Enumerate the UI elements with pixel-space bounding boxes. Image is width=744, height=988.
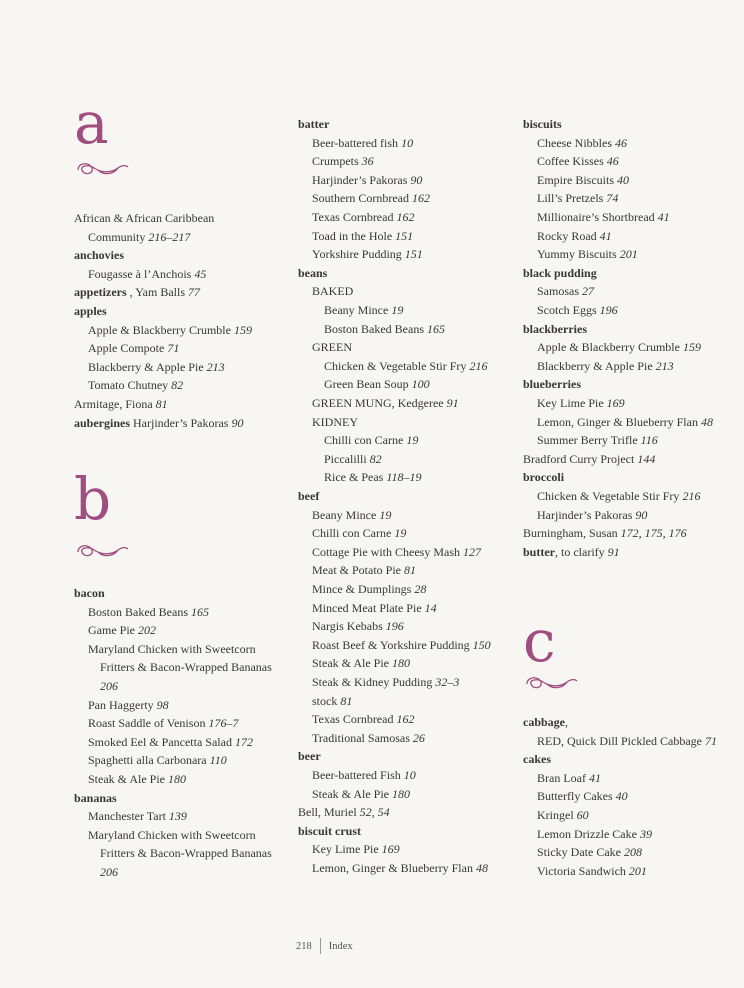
- entry-page-number: 180: [392, 656, 410, 671]
- entry-page-number: 172, 175, 176: [620, 526, 687, 541]
- footer-divider: [320, 938, 321, 954]
- entry-page-number: 26: [412, 730, 425, 745]
- entry-text: Fritters & Bacon-Wrapped Bananas: [100, 660, 272, 675]
- entry-page-number: 71: [704, 733, 717, 748]
- index-entry: [312, 227, 413, 246]
- entry-page-number: 162: [396, 210, 415, 224]
- entry-text: Steak & Kidney Pudding: [312, 675, 433, 689]
- entry-text: Rice & Peas: [324, 470, 384, 485]
- entry-text: Beer-battered Fish: [312, 768, 401, 782]
- entry-page-number: 41: [588, 770, 601, 785]
- entry-page-number: 19: [394, 526, 407, 541]
- entry-page-number: 77: [188, 285, 201, 300]
- index-entry: [537, 171, 629, 190]
- index-entry: [312, 580, 426, 599]
- entry-text: Steak & Ale Pie: [88, 772, 165, 786]
- index-entry: [88, 714, 238, 733]
- entry-page-number: 116: [640, 433, 658, 448]
- index-entry: [537, 506, 647, 525]
- entry-text: Armitage, Fiona: [74, 397, 153, 411]
- entry-text: Mince & Dumplings: [312, 582, 412, 596]
- entry-page-number: 159: [233, 322, 252, 337]
- entry-text: Blackberry & Apple Pie: [88, 359, 204, 374]
- entry-text: Beany Mince: [312, 507, 377, 522]
- entry-text: Butterfly Cakes: [537, 789, 613, 804]
- entry-page-number: 169: [381, 842, 400, 857]
- entry-text: GREEN: [312, 340, 352, 355]
- index-entry: [88, 358, 225, 377]
- entry-page-number: 28: [414, 582, 427, 596]
- entry-page-number: 196: [385, 619, 404, 634]
- entry-text: Chicken & Vegetable Stir Fry: [537, 489, 680, 503]
- entry-page-number: 82: [369, 451, 382, 466]
- entry-page-number: 74: [606, 191, 619, 206]
- entry-page-number: 27: [582, 284, 594, 299]
- entry-text: Green Bean Soup: [324, 377, 409, 392]
- index-entry: [88, 770, 186, 789]
- entry-page-number: 39: [639, 826, 652, 841]
- index-entry: [324, 450, 382, 469]
- entry-page-number: 91: [607, 544, 620, 559]
- entry-page-number: 162: [396, 712, 415, 727]
- index-entry: [312, 785, 410, 804]
- index-entry: [312, 599, 437, 618]
- entry-page-number: 91: [446, 396, 459, 410]
- index-entry: [312, 692, 352, 711]
- index-entry: [523, 450, 655, 469]
- index-entry: [312, 654, 410, 673]
- entry-page-number: 41: [657, 210, 670, 224]
- index-entry: [324, 375, 430, 394]
- entry-page-number: 90: [410, 172, 423, 187]
- entry-page-number: 159: [682, 340, 701, 355]
- entry-text: BAKED: [312, 284, 354, 299]
- entry-page-number: 216: [682, 489, 701, 503]
- entry-text: Community: [88, 229, 146, 244]
- entry-text: GREEN MUNG, Kedgeree: [312, 396, 444, 410]
- index-entry: [537, 487, 700, 506]
- entry-page-number: 172: [234, 734, 253, 749]
- index-entry: [523, 264, 597, 283]
- entry-heading: butter: [523, 544, 555, 559]
- entry-text: Chicken & Vegetable Stir Fry: [324, 358, 467, 373]
- index-entry: [523, 713, 568, 732]
- index-entry: [537, 357, 674, 376]
- entry-text: Victoria Sandwich: [537, 863, 626, 878]
- swirl-ornament-icon: [74, 156, 130, 180]
- entry-text: Maryland Chicken with Sweetcorn: [88, 827, 256, 842]
- entry-page-number: 32–3: [435, 675, 460, 689]
- entry-text: Lemon, Ginger & Blueberry Flan: [537, 414, 698, 429]
- entry-page-number: 127: [462, 544, 481, 559]
- index-entry: [537, 431, 658, 450]
- entry-text: Scotch Eggs: [537, 303, 597, 317]
- entry-text: Southern Cornbread: [312, 191, 409, 206]
- index-entry: [537, 825, 652, 844]
- entry-text: Beany Mince: [324, 303, 389, 317]
- index-entry: [324, 320, 445, 339]
- entry-text: Harjinder’s Pakoras: [312, 172, 408, 187]
- index-entry: [537, 282, 594, 301]
- index-entry: [312, 617, 404, 636]
- entry-page-number: 150: [472, 637, 491, 652]
- entry-heading: anchovies: [74, 248, 125, 263]
- page-number: 218: [296, 940, 312, 952]
- entry-text: Pan Haggerty: [88, 697, 154, 712]
- entry-text: Game Pie: [88, 623, 135, 638]
- index-entry: [88, 696, 169, 715]
- entry-page-number: 151: [404, 247, 423, 262]
- section-letter-c: [523, 607, 603, 708]
- index-entry: [537, 301, 618, 320]
- entry-text: Blackberry & Apple Pie: [537, 358, 653, 373]
- index-entry: [74, 414, 243, 433]
- entry-page-number: 36: [361, 154, 374, 169]
- index-entry: [324, 468, 421, 487]
- index-entry: [312, 524, 406, 543]
- index-entry: [74, 584, 105, 603]
- index-entry: [88, 826, 256, 845]
- entry-text: Apple Compote: [88, 341, 165, 356]
- index-entry: [100, 844, 272, 863]
- entry-page-number: 82: [171, 378, 184, 393]
- index-entry: [312, 282, 353, 301]
- index-entry: [324, 301, 403, 320]
- index-entry: [74, 283, 200, 302]
- index-entry: [537, 413, 713, 432]
- entry-page-number: 176–7: [208, 716, 239, 731]
- entry-page-number: 90: [231, 415, 244, 430]
- entry-text: Apple & Blackberry Crumble: [88, 322, 231, 337]
- entry-text: Beer-battered fish: [312, 135, 399, 150]
- entry-page-number: 71: [167, 341, 180, 356]
- index-entry: [537, 862, 647, 881]
- entry-text: Nargis Kebabs: [312, 619, 383, 634]
- entry-text: Bell, Muriel: [298, 805, 357, 820]
- index-entry: [74, 789, 117, 808]
- index-entry: [537, 787, 628, 806]
- entry-page-number: 196: [599, 303, 618, 317]
- entry-page-number: 144: [637, 451, 656, 466]
- index-entry: [537, 189, 618, 208]
- page-footer: [296, 938, 353, 954]
- entry-page-number: 40: [617, 172, 629, 187]
- entry-text: Cheese Nibbles: [537, 135, 612, 150]
- entry-text: Chilli con Carne: [312, 526, 392, 541]
- entry-heading: beef: [298, 489, 320, 503]
- index-entry: [74, 395, 168, 414]
- index-entry: [537, 769, 601, 788]
- entry-text: Minced Meat Plate Pie: [312, 600, 422, 615]
- entry-heading: apples: [74, 304, 107, 318]
- entry-text: Bran Loaf: [537, 770, 586, 785]
- index-entry: [88, 321, 252, 340]
- entry-text: Chilli con Carne: [324, 433, 404, 448]
- index-entry: [312, 636, 491, 655]
- entry-text: Kringel: [537, 808, 574, 822]
- entry-heading: biscuits: [523, 117, 562, 131]
- entry-page-number: 90: [635, 507, 648, 522]
- entry-text: African & African Caribbean: [74, 211, 215, 225]
- entry-text: Coffee Kisses: [537, 154, 604, 169]
- entry-text: Empire Biscuits: [537, 172, 614, 187]
- entry-text: Samosas: [537, 284, 579, 299]
- entry-text: , to clarify: [555, 544, 605, 559]
- entry-text: RED, Quick Dill Pickled Cabbage: [537, 733, 702, 748]
- index-entry: [312, 506, 391, 525]
- entry-text: Harjinder’s Pakoras: [130, 415, 229, 430]
- entry-page-number: 46: [606, 154, 619, 169]
- index-entry: [537, 732, 717, 751]
- entry-text: Yummy Biscuits: [537, 247, 617, 262]
- index-entry: [88, 621, 156, 640]
- entry-text: Boston Baked Beans: [88, 604, 188, 619]
- index-entry: [523, 543, 620, 562]
- index-entry: [537, 152, 619, 171]
- entry-text: Lill’s Pretzels: [537, 191, 604, 206]
- entry-text: Meat & Potato Pie: [312, 563, 401, 578]
- index-entry: [74, 209, 214, 228]
- entry-page-number: 169: [606, 396, 625, 410]
- entry-page-number: 206: [100, 679, 118, 693]
- index-entry: [523, 375, 581, 394]
- index-entry: [537, 227, 612, 246]
- index-entry: [88, 733, 253, 752]
- entry-page-number: 202: [138, 623, 156, 638]
- index-entry: [312, 338, 352, 357]
- index-entry: [523, 115, 562, 134]
- swirl-ornament-icon: [74, 538, 130, 562]
- entry-text: Texas Cornbread: [312, 712, 394, 727]
- entry-text: Steak & Ale Pie: [312, 656, 389, 671]
- entry-text: Boston Baked Beans: [324, 321, 424, 336]
- entry-page-number: 151: [395, 228, 414, 243]
- entry-page-number: 19: [391, 303, 404, 317]
- entry-page-number: 208: [623, 845, 642, 860]
- entry-page-number: 162: [411, 191, 430, 206]
- entry-page-number: 19: [379, 507, 392, 522]
- index-entry: [298, 487, 319, 506]
- entry-text: Manchester Tart: [88, 809, 166, 824]
- entry-text: Fougasse à l’Anchois: [88, 266, 192, 281]
- entry-text: Toad in the Hole: [312, 228, 393, 243]
- entry-text: Summer Berry Trifle: [537, 433, 638, 448]
- index-entry: [100, 658, 272, 677]
- entry-heading: aubergines: [74, 415, 131, 430]
- index-entry: [324, 357, 487, 376]
- swirl-ornament-icon: [523, 670, 579, 694]
- index-entry: [537, 843, 642, 862]
- index-entry: [100, 863, 118, 882]
- entry-page-number: 165: [427, 321, 445, 336]
- index-entry: [100, 677, 118, 696]
- entry-text: Spaghetti alla Carbonara: [88, 753, 207, 768]
- entry-page-number: 81: [404, 563, 416, 578]
- index-entry: [312, 543, 481, 562]
- entry-heading: broccoli: [523, 470, 565, 485]
- entry-text: Steak & Ale Pie: [312, 786, 389, 801]
- entry-heading: bananas: [74, 790, 117, 805]
- entry-heading: beans: [298, 265, 328, 280]
- index-entry: [312, 710, 414, 729]
- index-entry: [537, 394, 625, 413]
- entry-page-number: 45: [194, 266, 207, 281]
- index-entry: [88, 807, 187, 826]
- entry-page-number: 118–19: [386, 470, 422, 485]
- index-entry: [537, 806, 589, 825]
- entry-page-number: 139: [168, 809, 187, 824]
- index-entry: [298, 803, 390, 822]
- entry-text: Millionaire’s Shortbread: [537, 210, 655, 224]
- index-entry: [88, 265, 206, 284]
- entry-page-number: 213: [206, 359, 225, 374]
- entry-page-number: 100: [411, 377, 430, 392]
- entry-page-number: 216–217: [148, 229, 191, 244]
- index-entry: [312, 394, 459, 413]
- index-entry: [312, 840, 400, 859]
- index-entry: [312, 189, 430, 208]
- entry-text: Lemon Drizzle Cake: [537, 826, 637, 841]
- index-entry: [537, 134, 627, 153]
- entry-heading: appetizers: [74, 285, 127, 300]
- entry-page-number: 10: [403, 768, 416, 782]
- index-entry: [537, 338, 701, 357]
- entry-page-number: 81: [155, 397, 168, 411]
- letter-a: a: [74, 89, 109, 157]
- entry-heading: biscuit crust: [298, 823, 361, 838]
- letter-c: c: [523, 607, 556, 675]
- entry-page-number: 10: [401, 135, 414, 150]
- entry-page-number: 165: [191, 604, 209, 619]
- index-entry: [312, 171, 422, 190]
- entry-text: KIDNEY: [312, 414, 358, 429]
- index-entry: [523, 750, 551, 769]
- index-entry: [523, 524, 687, 543]
- entry-text: ,: [565, 715, 568, 729]
- entry-text: Piccalilli: [324, 451, 367, 466]
- entry-heading: batter: [298, 117, 330, 131]
- entry-page-number: 216: [469, 358, 488, 373]
- entry-text: Smoked Eel & Pancetta Salad: [88, 734, 232, 749]
- entry-text: Key Lime Pie: [537, 396, 604, 410]
- entry-text: Maryland Chicken with Sweetcorn: [88, 641, 256, 656]
- entry-page-number: 41: [599, 228, 612, 243]
- entry-heading: cabbage: [523, 715, 565, 729]
- index-entry: [88, 751, 227, 770]
- entry-text: Crumpets: [312, 154, 359, 169]
- entry-page-number: 81: [340, 693, 353, 708]
- entry-page-number: 48: [700, 414, 713, 429]
- entry-page-number: 19: [406, 433, 419, 448]
- entry-page-number: 110: [209, 753, 227, 768]
- entry-text: Rocky Road: [537, 228, 597, 243]
- index-entry: [88, 339, 179, 358]
- entry-text: Tomato Chutney: [88, 378, 169, 393]
- entry-page-number: 52, 54: [359, 805, 390, 820]
- entry-text: Roast Saddle of Venison: [88, 716, 206, 731]
- entry-page-number: 40: [615, 789, 628, 804]
- entry-text: Sticky Date Cake: [537, 845, 621, 860]
- index-entry: [298, 115, 329, 134]
- entry-heading: beer: [298, 749, 321, 764]
- entry-text: stock: [312, 693, 338, 708]
- entry-page-number: 46: [614, 135, 627, 150]
- index-entry: [298, 264, 327, 283]
- entry-page-number: 98: [156, 697, 169, 712]
- index-entry: [298, 747, 321, 766]
- entry-page-number: 201: [619, 247, 638, 262]
- index-entry: [523, 320, 587, 339]
- index-entry: [312, 208, 414, 227]
- section-letter-a: [74, 89, 154, 184]
- entry-page-number: 180: [392, 786, 410, 801]
- index-entry: [312, 729, 425, 748]
- entry-page-number: 206: [100, 865, 118, 879]
- section-letter-b: [74, 465, 154, 570]
- index-entry: [88, 376, 183, 395]
- entry-text: Traditional Samosas: [312, 730, 410, 745]
- entry-heading: blackberries: [523, 321, 587, 336]
- entry-text: Cottage Pie with Cheesy Mash: [312, 544, 460, 559]
- index-entry: [312, 766, 416, 785]
- index-entry: [312, 134, 413, 153]
- entry-text: Yorkshire Pudding: [312, 247, 402, 262]
- index-entry: [537, 208, 670, 227]
- entry-text: Roast Beef & Yorkshire Pudding: [312, 637, 470, 652]
- entry-heading: bacon: [74, 586, 105, 600]
- entry-text: Harjinder’s Pakoras: [537, 507, 633, 522]
- entry-page-number: 14: [424, 600, 437, 615]
- index-entry: [312, 859, 488, 878]
- index-entry: [523, 468, 564, 487]
- index-entry: [312, 413, 358, 432]
- entry-heading: blueberries: [523, 377, 581, 392]
- index-entry: [312, 561, 416, 580]
- index-entry: [74, 302, 107, 321]
- entry-text: Bradford Curry Project: [523, 451, 635, 466]
- index-entry: [88, 640, 256, 659]
- entry-page-number: 213: [655, 358, 674, 373]
- entry-page-number: 60: [576, 808, 589, 822]
- index-entry: [324, 431, 418, 450]
- index-entry: [537, 245, 638, 264]
- index-entry: [312, 152, 374, 171]
- entry-text: , Yam Balls: [126, 285, 186, 300]
- index-entry: [74, 246, 124, 265]
- letter-b: b: [74, 465, 112, 533]
- entry-text: Texas Cornbread: [312, 210, 394, 224]
- entry-text: Lemon, Ginger & Blueberry Flan: [312, 861, 473, 875]
- index-entry: [312, 245, 423, 264]
- entry-page-number: 180: [168, 772, 186, 786]
- index-entry: [312, 673, 459, 692]
- entry-text: Fritters & Bacon-Wrapped Bananas: [100, 846, 272, 861]
- entry-text: Key Lime Pie: [312, 842, 379, 857]
- section-name: Index: [328, 940, 353, 952]
- index-entry: [88, 228, 190, 247]
- entry-heading: black pudding: [523, 265, 597, 280]
- entry-heading: cakes: [523, 752, 551, 767]
- entry-page-number: 48: [475, 861, 488, 875]
- index-entry: [298, 822, 361, 841]
- entry-page-number: 201: [628, 863, 647, 878]
- entry-text: Burningham, Susan: [523, 526, 618, 541]
- entry-text: Apple & Blackberry Crumble: [537, 340, 680, 355]
- index-entry: [88, 603, 209, 622]
